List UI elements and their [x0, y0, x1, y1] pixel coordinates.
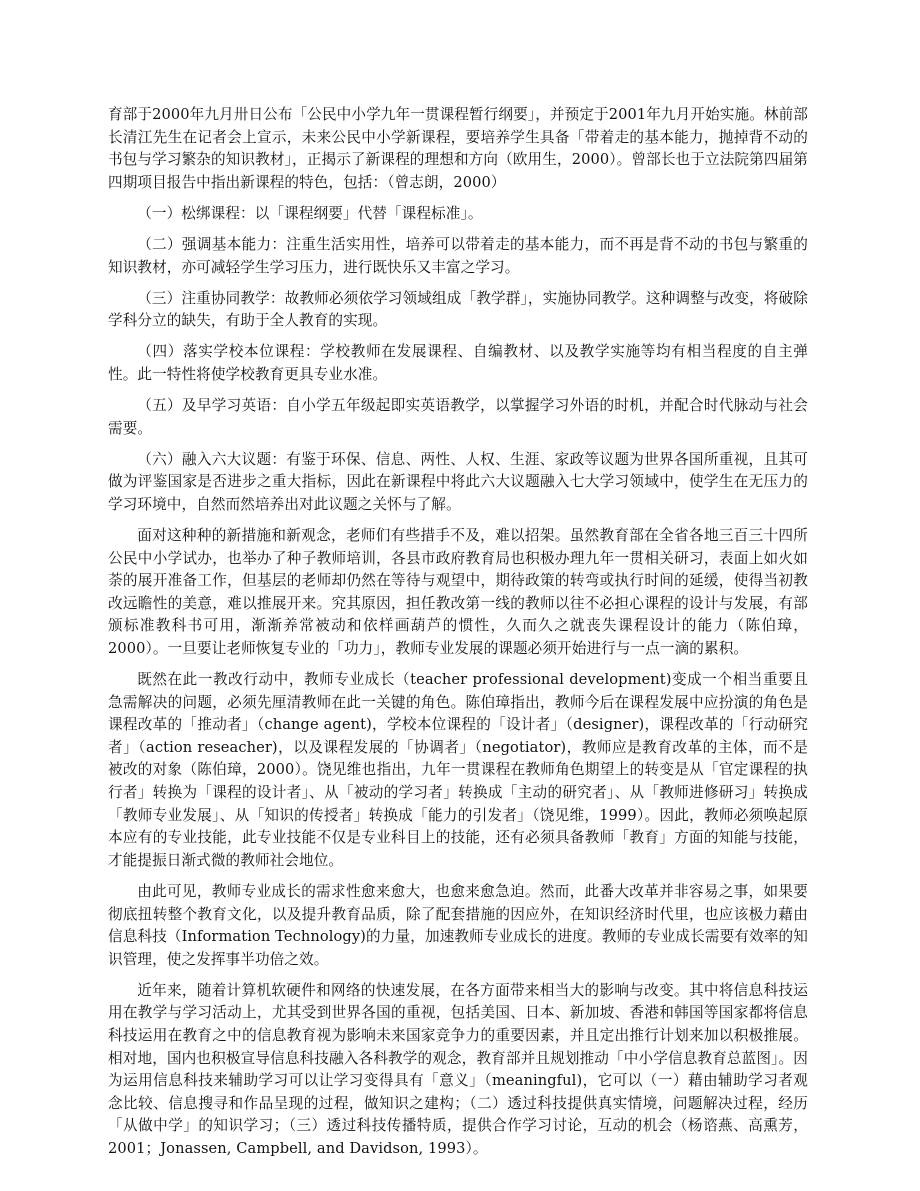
paragraph-body-3: 由此可见，教师专业成长的需求性愈来愈大，也愈来愈急迫。然而，此番大改革并非容易之事，如果要彻底扭转整个教育文化，以及提升教育品质，除了配套措施的因应外，在知识经济时代里，也应该极力藉由信息科技（Information Technology)的力量，加速教师专业成长的进度。教师的专业成长需要有效率的知识管理，使之发挥事半功倍之效。	[108, 882, 808, 968]
list-item-4: （四）落实学校本位课程：学校教师在发展课程、自编教材、以及教学实施等均有相当程度的自主弹性。此一特性将使学校教育更具专业水准。	[108, 343, 808, 383]
list-item-3: （三）注重协同教学：故教师必须依学习领域组成「教学群」，实施协同教学。这种调整与改变，将破除学科分立的缺失，有助于全人教育的实现。	[108, 289, 808, 330]
list-item-5: （五）及早学习英语：自小学五年级起即实英语教学，以掌握学习外语的时机，并配合时代脉动与社会需要。	[108, 397, 808, 437]
list-item-6: （六）融入六大议题：有鉴于环保、信息、两性、人权、生涯、家政等议题为世界各国所重视，且其可做为评鉴国家是否进步之重大指标，因此在新课程中将此六大议题融入七大学习领域中，使学生在无压力的学习环境中，自然而然培养出对此议题之关怀与了解。	[108, 450, 808, 513]
list-item-1: （一）松绑课程：以「课程纲要」代替「课程标准」。	[137, 204, 483, 222]
document-body	[108, 104, 808, 1169]
paragraph-body-1: 面对这种种的新措施和新观念，老师们有些措手不及，难以招架。虽然教育部在全省各地三百三十四所公民中小学试办，也举办了种子教师培训，各县市政府教育局也积极办理九年一贯相关研习，表面上如火如荼的展开准备工作，但基层的老师却仍然在等待与观望中，期待政策的转弯或执行时间的延缓，使得当初教改远瞻性的美意，难以推展开来。究其原因，担任教改第一线的教师以往不必担心课程的设计与发展，有部颁标准教科书可用，渐渐养常被动和依样画葫芦的惯性，久而久之就丧失课程设计的能力（陈伯璋，2000）。一旦要让老师恢复专业的「功力」，教师专业发展的课题必须开始进行与一点一滴的累积。	[108, 527, 808, 657]
paragraph-intro: 育部于2000年九月卅日公布「公民中小学九年一贯课程暂行纲要」，并预定于2001年九月开始实施。林前部长清江先生在记者会上宣示，未来公民中小学新课程，要培养学生具备「带着走的基本能力，抛掉背不动的书包与学习繁杂的知识教材」，正揭示了新课程的理想和方向（欧用生，2000）。曾部长也于立法院第四届第四期项目报告中指出新课程的特色，包括：（曾志朗，2000）	[108, 106, 808, 191]
paragraph-body-4: 近年来，随着计算机软硬件和网络的快速发展，在各方面带来相当大的影响与改变。其中将信息科技运用在教学与学习活动上，尤其受到世界各国的重视，包括美国、日本、新加坡、香港和韩国等国家都将信息科技运用在教育之中的信息教育视为影响未来国家竞争力的重要因素，并且定出推行计划来加以积极推展。相对地，国内也积极宣导信息科技融入各科教学的观念，教育部并且规划推动「中小学信息教育总蓝图」。因为运用信息科技来辅助学习可以让学习变得具有「意义」（meaningful)，它可以（一）藉由辅助学习者观念比较、信息搜寻和作品呈现的过程，做知识之建构；（二）透过科技提供真实情境，问题解决过程，经历「从做中学」的知识学习；（三）透过科技传播特质，提供合作学习讨论，互动的机会（杨谘燕、高熏芳，2001；Jonassen, Campbell, and Davidson, 1993）。	[108, 981, 808, 1157]
paragraph-body-2: 既然在此一教改行动中，教师专业成长（teacher professional development)变成一个相当重要且急需解决的问题，必须先厘清教师在此一关键的角色。陈伯璋指出，教师今后在课程发展中应扮演的角色是课程改革的「推动者」（change agent)，学校本位课程的「设计者」（designer)，课程改革的「行动研究者」（action reseacher)，以及课程发展的「协调者」（negotiator)，教师应是教育改革的主体，而不是被改的对象（陈伯璋，2000）。饶见维也指出，九年一贯课程在教师角色期望上的转变是从「官定课程的执行者」转换为「课程的设计者」、从「被动的学习者」转换成「主动的研究者」、从「教师进修研习」转换成「教师专业发展」、从「知识的传授者」转换成「能力的引发者」（饶见维，1999）。因此，教师必须唤起原本应有的专业技能，此专业技能不仅是专业科目上的技能，还有必须具备教师「教育」方面的知能与技能，才能提振日渐式微的教师社会地位。	[108, 671, 808, 869]
list-item-2: （二）强调基本能力：注重生活实用性，培养可以带着走的基本能力，而不再是背不动的书包与繁重的知识教材，亦可减轻学生学习压力，进行既快乐又丰富之学习。	[108, 235, 808, 276]
